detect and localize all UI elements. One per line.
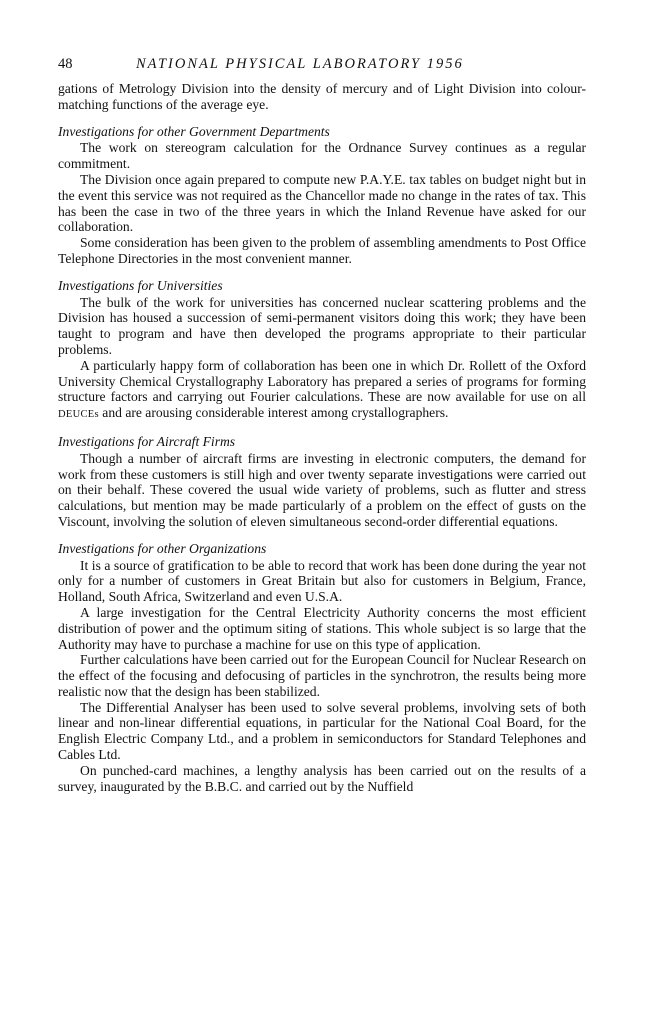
paragraph-nuclear-scattering: The bulk of the work for universities has concerned nuclear scattering problems and the Division has housed a succession of semi-permanent visitors doing this work; they have been taught to program and have then developed the programs appropriate to their particular problems. [58,294,586,357]
deuce-smallcaps: DEUCEs [58,409,99,421]
crystallography-text-after: and are arousing considerable interest among crystallographers. [98,405,449,421]
section-heading-government: Investigations for other Government Departments [58,123,330,139]
section-heading-aircraft: Investigations for Aircraft Firms [58,433,236,449]
section-heading-other-organizations: Investigations for other Organizations [58,540,267,556]
crystallography-text-before: A particularly happy form of collaboration has been one in which Dr. Rollett of the Oxford University Chemical Crystallography Laboratory has prepared a series of programs for forming structure factors and carrying out Fourier calculations. These are now available for use on all [58,357,586,405]
paragraph-ordnance-survey: The work on stereogram calculation for the Ordnance Survey continues as a regular commitment. [58,140,586,172]
running-head [58,56,586,78]
paragraph-nuclear-research: Further calculations have been carried out for the European Council for Nuclear Research on the effect of the focusing and defocusing of particles in the synchrotron, the results being more realistic now that the design has been stabilized. [58,652,586,699]
paragraph-crystallography [58,358,586,423]
paragraph-telephone-directories: Some consideration has been given to the problem of assembling amendments to Post Office Telephone Directories in the most convenient manner. [58,235,586,266]
page-number: 48 [58,56,73,72]
paragraph-paye: The Division once again prepared to compute new P.A.Y.E. tax tables on budget night but in the event this service was not required as the Chancellor made no change in the rates of tax. This has been the case in two of the three years in which the Inland Revenue have asked for our collaboration. [58,171,586,235]
paragraph-electricity-authority: A large investigation for the Central Electricity Authority concerns the most efficient distribution of power and the optimum siting of stations. This whole subject is so large that the Authority may have to purchase a machine for use on this type of application. [58,604,586,652]
intro-paragraph: gations of Metrology Division into the density of mercury and of Light Division into colour-matching functions of the average eye. [58,81,586,112]
paragraph-punched-card: On punched-card machines, a lengthy analysis has been carried out on the results of a survey, inaugurated by the B.B.C. and carried out by the Nuffield [58,762,586,794]
section-heading-universities: Investigations for Universities [58,277,223,293]
paragraph-aircraft-firms: Though a number of aircraft firms are investing in electronic computers, the demand for work from these customers is still high and over twenty separate investigations were carried out on their behalf. These covered the usual wide variety of problems, such as flutter and stress calculations, but mention may be made particularly of a problem on the effect of gusts on the Viscount, involving the solution of eleven simultaneous second-order differential equations. [58,450,586,529]
paragraph-customers: It is a source of gratification to be able to record that work has been done during the year not only for a number of customers in Great Britain but also for customers in Belgium, France, Holland, South Africa, Switzerland and even U.S.A. [58,557,586,605]
document-page [58,56,586,794]
paragraph-differential-analyser: The Differential Analyser has been used to solve several problems, involving sets of both linear and non-linear differential equations, in particular for the National Coal Board, for the English Electric Company Ltd., and a problem in semiconductors for Standard Telephones and Cables Ltd. [58,699,586,763]
running-title: NATIONAL PHYSICAL LABORATORY 1956 [136,56,464,72]
